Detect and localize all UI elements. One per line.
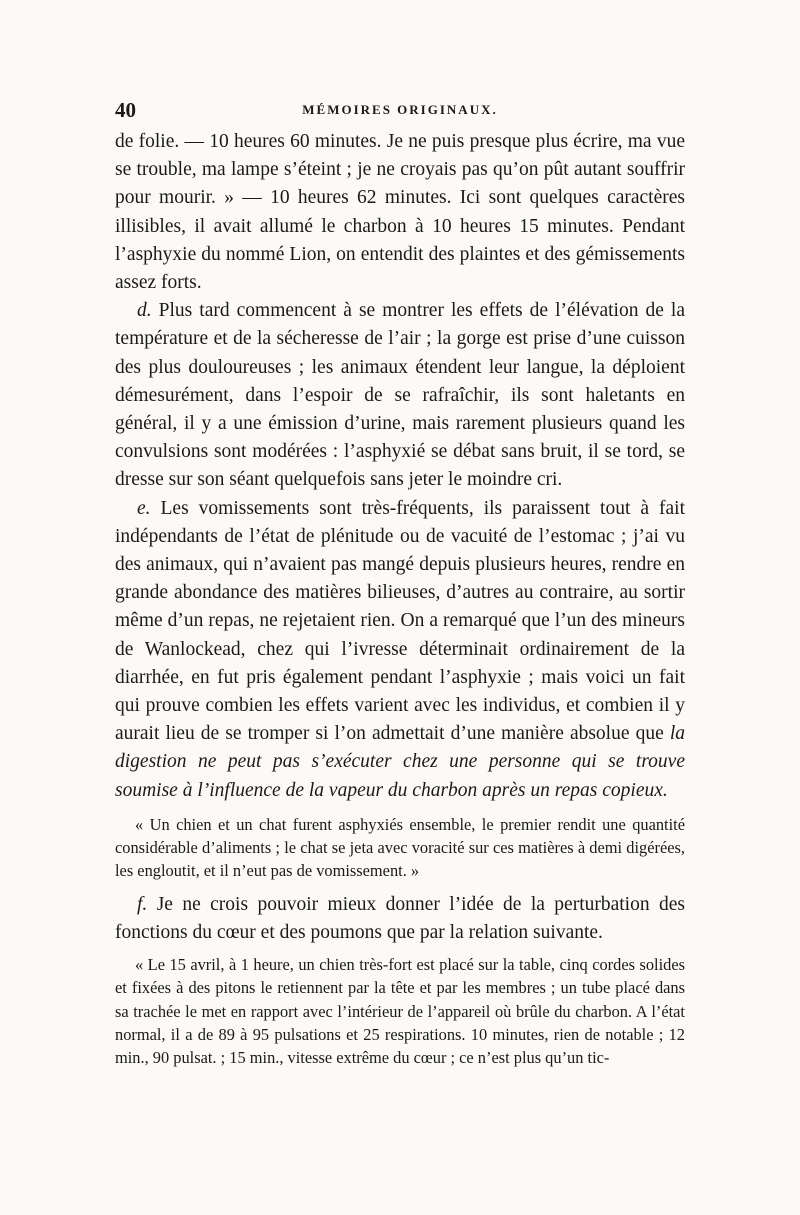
paragraph-f xyxy=(115,891,685,947)
main-text xyxy=(115,128,685,805)
section-label: e. xyxy=(137,497,151,519)
section-label: d. xyxy=(137,300,152,322)
page-number: 40 xyxy=(115,98,136,122)
page-header xyxy=(115,98,685,128)
paragraph-text: Les vomissements sont très-fréquents, ils paraissent tout à fait indépendants de l’état de plénitude ou de vacuité de l’estomac ; j’ai vu des animaux, qui n’avaient pas mangé depuis plusieurs heures, rendre en grande abondance des matières bilieuses, d’autres au contraire, au sortir même d’un repas, ne rejetaient rien. On a remarqué que l’un des mineurs de Wanlockead, chez qui l’ivresse déterminait ordinairement de la diarrhée, en fut pris également pendant l’asphyxie ; mais voici un fait qui prouve combien les effets varient avec les individus, et combien il y aurait lieu de se tromper si l’on admettait d’une manière absolue que xyxy=(115,497,685,745)
section-label: f. xyxy=(137,893,148,915)
quotation-block xyxy=(115,953,685,1069)
paragraph-e xyxy=(115,495,685,805)
paragraph-text: Je ne crois pouvoir mieux donner l’idée de la perturbation des fonctions du cœur et des poumons que par la relation suivante. xyxy=(115,893,685,943)
quotation-text: « Un chien et un chat furent asphyxiés ensemble, le premier rendit une quantité considérable d’aliments ; le chat se jeta avec voracité sur ces matières à demi digérées, les engloutit, et il n’eut pas de vomissement. » xyxy=(115,814,685,881)
main-text xyxy=(115,891,685,947)
paragraph-continuation xyxy=(115,128,685,297)
quotation-text: « Le 15 avril, à 1 heure, un chien très-fort est placé sur la table, cinq cordes solides et fixées à des pitons le retiennent par la tête et par les membres ; un tube placé dans sa trachée le met en rapport avec l’intérieur de l’appareil où brûle du charbon. A l’état normal, il a de 89 à 95 pulsations et 25 respirations. 10 minutes, rien de notable ; 12 min., 90 pulsat. ; 15 min., vitesse extrême du cœur ; ce n’est plus qu’un tic- xyxy=(115,955,685,1068)
paragraph-text: de folie. — 10 heures 60 minutes. Je ne puis presque plus écrire, ma vue se trouble, ma lampe s’éteint ; je ne croyais pas qu’on pût autant souffrir pour mourir. » — 10 heures 62 minutes. Ici sont quelques caractères illisibles, il avait allumé le charbon à 10 heures 15 minutes. Pendant l’asphyxie du nommé Lion, on entendit des plaintes et des gémissements assez forts. xyxy=(115,131,685,294)
italic-emphasis: la digestion ne peut pas s’exécuter chez une personne qui se trouve soumise à l’influence de la vapeur du charbon après un repas copieux. xyxy=(115,723,685,801)
quotation-block xyxy=(115,813,685,883)
running-title: MÉMOIRES ORIGINAUX. xyxy=(302,102,498,117)
page-body xyxy=(115,128,685,1070)
paragraph-d xyxy=(115,297,685,494)
paragraph-text: Plus tard commencent à se montrer les effets de l’élévation de la température et de la sécheresse de l’air ; la gorge est prise d’une cuisson des plus douloureuses ; les animaux étendent leur langue, la déploient démesurément, dans l’espoir de se rafraîchir, ils sont haletants en général, il y a une émission d’urine, mais rarement plusieurs quand les convulsions sont modérées : l’asphyxié se débat sans bruit, il se tord, se dresse sur son séant quelquefois sans jeter le moindre cri. xyxy=(115,300,685,491)
